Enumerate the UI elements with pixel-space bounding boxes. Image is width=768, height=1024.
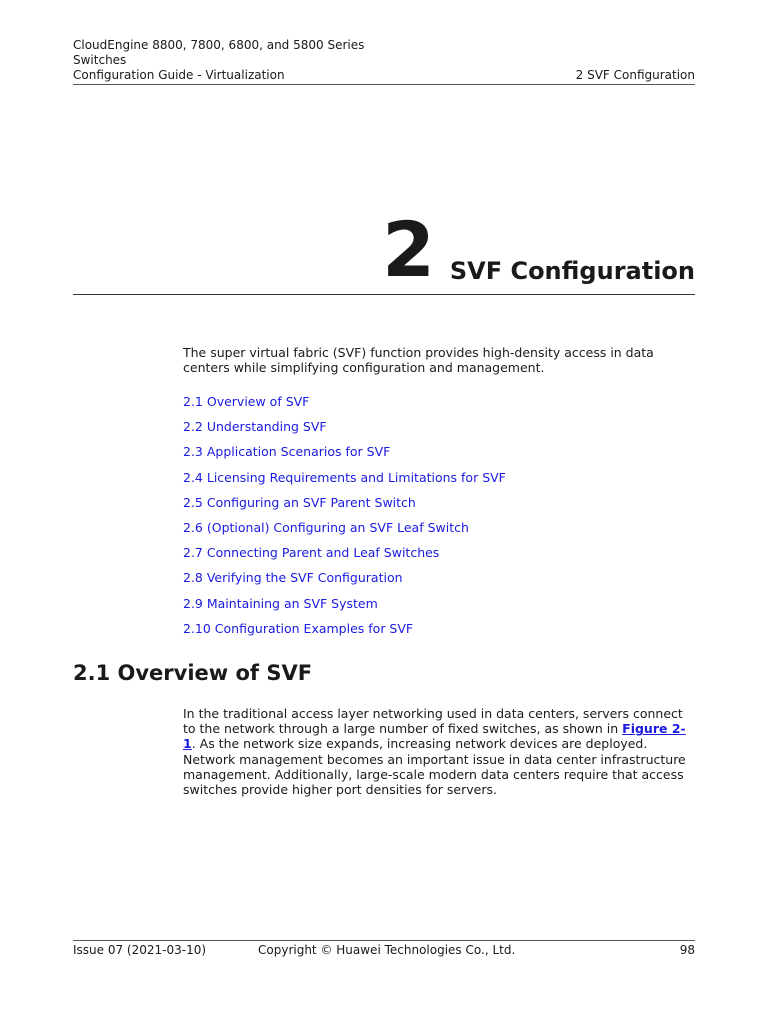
section-paragraph [183, 706, 698, 797]
toc-link-2-10[interactable]: 2.10 Configuration Examples for SVF [183, 620, 414, 636]
header-guide-title: Configuration Guide - Virtualization [73, 68, 285, 82]
footer-divider [73, 940, 695, 941]
toc-link-2-5[interactable]: 2.5 Configuring an SVF Parent Switch [183, 494, 416, 510]
toc-item [183, 470, 506, 495]
chapter-intro: The super virtual fabric (SVF) function provides high-density access in data centers while simplifying configuration and management. [183, 345, 654, 375]
toc-item [183, 621, 506, 646]
page-header [73, 38, 695, 83]
chapter-title: SVF Configuration [449, 257, 695, 285]
toc-item [183, 495, 506, 520]
toc-link-2-9[interactable]: 2.9 Maintaining an SVF System [183, 595, 378, 611]
toc-item [183, 596, 506, 621]
toc-item [183, 520, 506, 545]
footer-copyright: Copyright © Huawei Technologies Co., Ltd. [258, 943, 516, 957]
toc-link-2-6[interactable]: 2.6 (Optional) Configuring an SVF Leaf Switch [183, 519, 469, 535]
chapter-toc [183, 394, 506, 646]
chapter-number: 2 [382, 205, 435, 294]
header-divider [73, 84, 695, 85]
toc-link-2-2[interactable]: 2.2 Understanding SVF [183, 419, 327, 435]
paragraph-text: In the traditional access layer networking used in data centers, servers connect to the network through a large number of fixed switches, as shown in [183, 706, 683, 737]
footer-issue: Issue 07 (2021-03-10) [73, 943, 207, 957]
toc-item [183, 419, 506, 444]
toc-item [183, 444, 506, 469]
chapter-divider [73, 294, 695, 295]
paragraph-text-cont: . As the network size expands, increasing network devices are deployed. Network management becomes an important issue in data center infrastructure management. Additionally, large-scale modern data centers require that access switches provide higher port densities for servers. [183, 736, 686, 798]
toc-item [183, 394, 506, 419]
figure-link[interactable]: Figure 2-1 [183, 721, 686, 752]
section-title: 2.1 Overview of SVF [73, 661, 313, 685]
header-product-line: CloudEngine 8800, 7800, 6800, and 5800 Series [73, 38, 365, 52]
toc-item [183, 545, 506, 570]
toc-link-2-3[interactable]: 2.3 Application Scenarios for SVF [183, 444, 391, 460]
footer-page-number: 98 [679, 943, 695, 957]
toc-link-2-8[interactable]: 2.8 Verifying the SVF Configuration [183, 570, 403, 586]
header-product-line-2: Switches [73, 53, 127, 67]
toc-link-2-4[interactable]: 2.4 Licensing Requirements and Limitations for SVF [183, 469, 506, 485]
header-chapter-title: 2 SVF Configuration [575, 68, 695, 82]
toc-link-2-7[interactable]: 2.7 Connecting Parent and Leaf Switches [183, 545, 440, 561]
toc-link-2-1[interactable]: 2.1 Overview of SVF [183, 394, 310, 409]
toc-item [183, 570, 506, 595]
